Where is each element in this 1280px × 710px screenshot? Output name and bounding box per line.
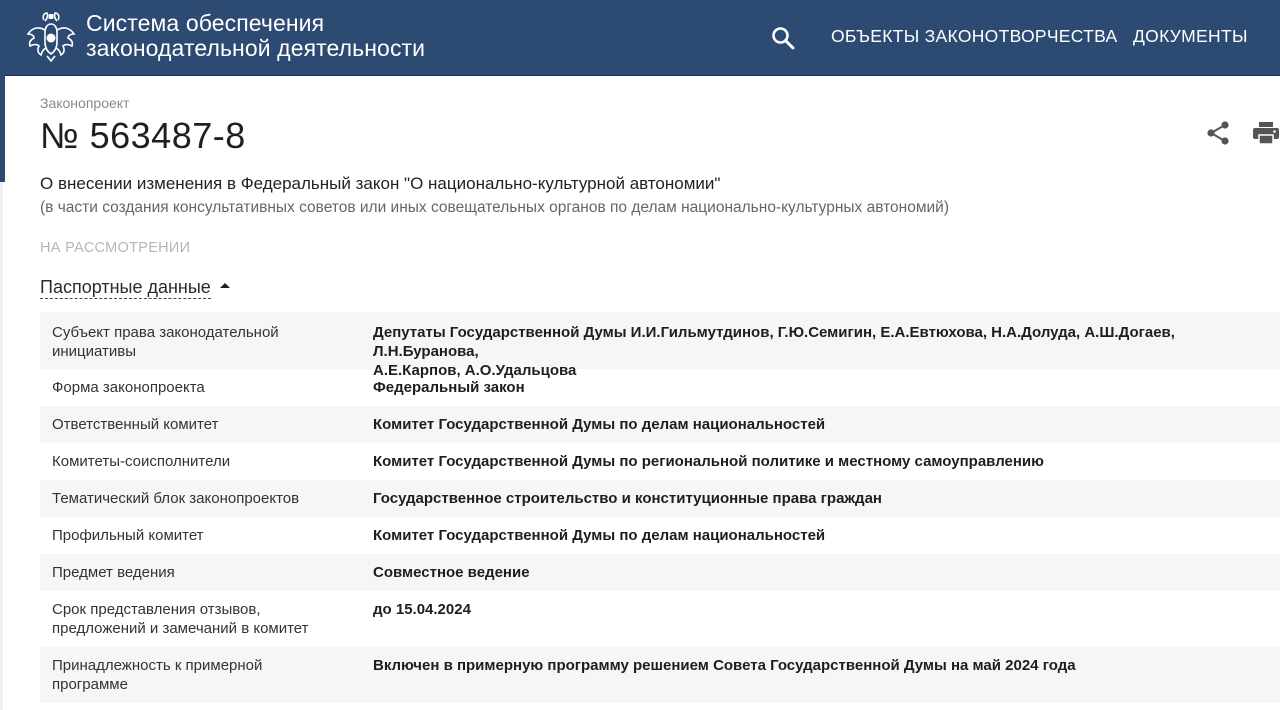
row-label-line: программе <box>52 676 128 693</box>
row-label <box>52 656 352 694</box>
nav-lawmaking-objects[interactable]: ОБЪЕКТЫ ЗАКОНОТВОРЧЕСТВА <box>831 26 1118 46</box>
share-icon[interactable] <box>1206 120 1230 146</box>
row-label <box>52 526 352 545</box>
table-row <box>40 480 1280 517</box>
row-label-line: Комитеты-соисполнители <box>52 453 231 470</box>
row-value-line: Федеральный закон <box>373 379 525 396</box>
bill-subtitle: (в части создания консультативных советов или иных совещательных органов по делам национально-культурных автономий) <box>40 199 949 216</box>
table-row <box>40 312 1280 379</box>
table-row <box>40 517 1280 554</box>
row-label-line: Субъект права законодательной <box>52 324 279 341</box>
row-value <box>373 452 1273 471</box>
row-label <box>52 323 352 361</box>
row-value-line: Депутаты Государственной Думы И.И.Гильмутдинов, Г.Ю.Семигин, Е.А.Евтюхова, Н.А.Долуда, А.Ш.Догаев, Л.Н.Буранова, <box>373 324 1175 360</box>
row-value-line: Включен в примерную программу решением Совета Государственной Думы на май 2024 года <box>373 657 1076 674</box>
row-value-line: Комитет Государственной Думы по делам национальностей <box>373 416 826 433</box>
left-accent-bar <box>0 75 5 182</box>
passport-data-toggle[interactable] <box>40 277 230 298</box>
row-value <box>373 489 1273 508</box>
row-label <box>52 563 352 582</box>
row-label-line: Тематический блок законопроектов <box>52 490 300 507</box>
row-label-line: Срок представления отзывов, <box>52 601 261 618</box>
bill-type-label: Законопроект <box>40 95 130 111</box>
row-label <box>52 452 352 471</box>
row-value <box>373 378 1273 397</box>
row-value-line: А.Е.Карпов, А.О.Удальцова <box>373 362 577 379</box>
row-label-line: Ответственный комитет <box>52 416 219 433</box>
left-divider <box>0 182 3 710</box>
row-value-line: Комитет Государственной Думы по делам национальностей <box>373 527 826 544</box>
table-row <box>40 591 1280 647</box>
bill-title: О внесении изменения в Федеральный закон "О национально-культурной автономии" <box>40 174 721 193</box>
row-value <box>373 415 1273 434</box>
nav-documents[interactable]: ДОКУМЕНТЫ <box>1133 26 1248 46</box>
top-header <box>0 0 1280 76</box>
row-value-line: до 15.04.2024 <box>373 601 471 618</box>
site-title[interactable] <box>86 11 425 61</box>
row-label-line: предложений и замечаний в комитет <box>52 620 309 637</box>
row-value <box>373 656 1273 675</box>
table-row <box>40 406 1280 443</box>
caret-up-icon <box>220 283 230 288</box>
row-value-line: Совместное ведение <box>373 564 530 581</box>
site-title-line1: Система обеспечения <box>86 10 325 36</box>
table-row <box>40 647 1280 703</box>
row-label-line: Профильный комитет <box>52 527 204 544</box>
row-value <box>373 563 1273 582</box>
row-label <box>52 489 352 508</box>
row-value <box>373 600 1273 619</box>
row-label <box>52 378 352 397</box>
print-icon[interactable] <box>1252 121 1280 145</box>
row-label <box>52 600 352 638</box>
row-label-line: Предмет ведения <box>52 564 175 581</box>
row-label-line: Форма законопроекта <box>52 379 205 396</box>
table-row <box>40 443 1280 480</box>
row-label-line: Принадлежность к примерной <box>52 657 263 674</box>
table-row <box>40 369 1280 406</box>
row-label-line: инициативы <box>52 343 137 360</box>
bill-number: № 563487-8 <box>40 115 246 156</box>
table-row <box>40 554 1280 591</box>
status-badge: НА РАССМОТРЕНИИ <box>40 240 191 256</box>
coat-of-arms-logo[interactable] <box>26 10 76 62</box>
search-icon[interactable] <box>770 25 796 51</box>
section-title: Паспортные данные <box>40 277 211 297</box>
row-value <box>373 526 1273 545</box>
row-value-line: Государственное строительство и конституционные права граждан <box>373 490 882 507</box>
passport-table <box>40 312 1280 703</box>
row-label <box>52 415 352 434</box>
row-value-line: Комитет Государственной Думы по региональной политике и местному самоуправлению <box>373 453 1044 470</box>
site-title-line2: законодательной деятельности <box>86 35 426 61</box>
